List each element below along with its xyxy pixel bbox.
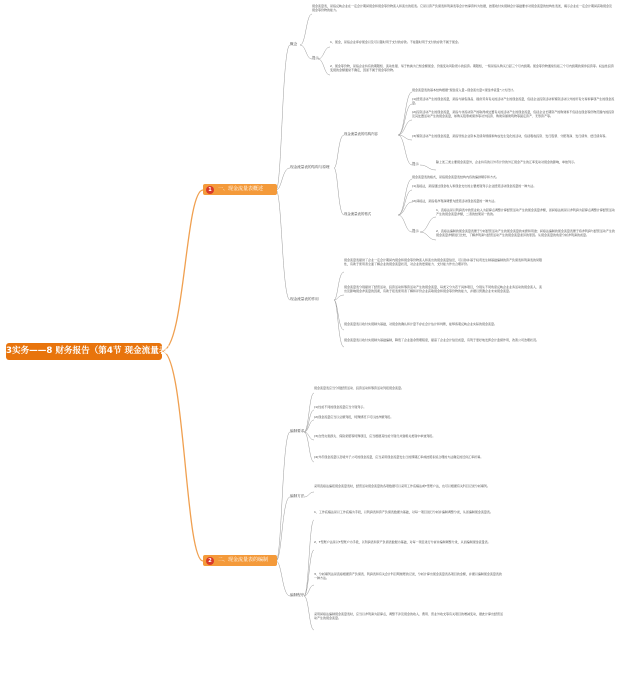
structure-investing: (2)投资活动产生的现金流量，是指与非流动资产的取得或处置有关的活动产生的现金流量，包括企业长期资产的购建和不包括在现金等价物范围内的投资及其处置活动产生的现金流量，如购买股票或债券等对外投资、购建房屋建筑物等固定资产、无形资产等。 xyxy=(412,110,615,119)
topic-method[interactable]: 编制方法 xyxy=(290,494,305,498)
purpose-2: 现金流量表分别提供了经营活动、投资活动和筹资活动产生的现金流量，每类又分为若干具体项目，分别从不同角度反映企业业务活动的现金流入、流出及影响现金净流量的因素，有助于报表使用者了解和评价企业获取现金和现金等价物的能力，并据以预测企业未来现金流量。 xyxy=(344,285,543,294)
concept-text: 现金流量表，是指反映企业在一定会计期间现金和现金等价物流入和流出的报表。它是以资产负债表和利润表等会计核算资料为依据，按照收付实现制会计基础要求对现金流量的结构性表述，揭示企业在一定会计期间获取现金及现金等价物的能力。 xyxy=(312,4,613,13)
structure-intro: 现金流量表的基本结构根据“现金流入量−现金流出量=现金净流量”公式设计。 xyxy=(412,88,517,92)
note-cash: 1、现金，是指企业库存现金以及可以随时用于支付的存款。不能随时用于支付的存款不属于现金。 xyxy=(330,40,461,44)
format-direct: (1)直接法，是指通过现金收入和现金支出的主要类别列示企业经营活动现金流量的一种方法。 xyxy=(412,184,537,188)
topic-concept[interactable]: 概念 xyxy=(290,42,298,46)
procedure-1: 1、工作底稿法是以工作底稿为手段，以利润表和资产负债表数据为基础，对每一项目进行分析并编制调整分录，从而编制现金流量表。 xyxy=(314,510,493,514)
topic-procedure[interactable]: 编制程序 xyxy=(290,593,305,597)
requirement-1: (1)性质不同的现金流量应当分别列示。 xyxy=(314,405,367,409)
branch-label: 一、现金流量表概述 xyxy=(218,186,264,192)
topic-format-note[interactable]: 提示 xyxy=(412,229,419,233)
procedure-4: 采用间接法编制现金流量表时，应当以净利润为起算点，调整不涉及现金的收入、费用、营业外收支等有关项目的增减变动，据此计算出经营活动产生的现金流量。 xyxy=(314,612,504,621)
requirement-intro: 现金流量表应当分别经营活动、投资活动和筹资活动列报现金流量。 xyxy=(314,386,405,390)
purpose-3: 现金流量表以收付实现制为基础，对现金的确认和计量不存在会计估计和判断，能够客观反映企业实际的现金流量。 xyxy=(344,322,498,326)
topic-note[interactable]: 提示 xyxy=(312,56,319,60)
topic-requirements[interactable]: 编制要求 xyxy=(290,429,305,433)
format-note-1: 1、直接法是以利润表中的营业收入为起算点调整计算经营活动产生的现金流量净额，而间接法则是以净利润为起算点调整计算经营活动产生的现金流量净额，二者的结果是一致的。 xyxy=(436,208,615,217)
number-badge: 2 xyxy=(206,557,214,565)
procedure-2: 2、T型账户法是以T型账户为手段，以利润表和资产负债表数据为基础，对每一项目进行分析并编制调整分录，从而编制现金流量表。 xyxy=(314,540,491,544)
requirement-4: (4)外币现金流量以及境外子公司的现金流量，应当采用现金流量发生日的即期汇率或按照系统合理的方法确定的近似汇率折算。 xyxy=(314,455,484,459)
topic-structure-content[interactable]: 现金流量表的结构内容 xyxy=(344,132,378,136)
procedure-3: 3、分析填列法是直接根据资产负债表、利润表和有关会计科目明细账的记录，分析计算出现金流量表各项目的金额，并据以编制现金流量表的一种方法。 xyxy=(314,572,502,581)
note-cash-equivalent: 2、现金等价物，是指企业持有的期限短、流动性强、易于转换为已知金额现金、价值变动风险很小的投资。期限短，一般是指从购买日起三个月内到期。现金等价物通常包括三个月内到期的债券投资等。权益性投资变现的金额通常不确定，因而不属于现金等价物。 xyxy=(330,64,614,73)
purpose-1: 现金流量表提供了企业一定会计期间内现金和现金等价物流入和流出的现金流量信息，可以弥补基于权责发生制基础编制的资产负债表和利润表的局限性，有助于使用者全面了解企业的现金流量状况，对企业的偿债能力、支付能力作出合理评价。 xyxy=(344,258,543,267)
branch-preparation[interactable] xyxy=(203,555,277,566)
method-intro: 采用直接法编报现金流量表时，经营活动现金流量的各项数据可以采用工作底稿法或T型账户法，也可以根据有关科目记录分析填列。 xyxy=(314,484,490,488)
structure-note: 除上述三类主要现金流量外，企业持有的以外币计价的外汇现金产生的汇率变动对现金的影响，单独列示。 xyxy=(436,160,578,164)
topic-structure-principle[interactable]: 现金流量表的结构与原理 xyxy=(290,165,330,169)
purpose-4: 现金流量表以收付实现制为基础编制，降低了企业盈余管理程度，提高了企业会计信息质量，有利于更好地发挥会计监督作用，改善公司治理状况。 xyxy=(344,338,540,342)
number-badge: 1 xyxy=(206,186,214,194)
structure-operating: (1)经营活动产生的现金流量，是指与销售商品、提供劳务有关的活动产生的现金流量，包括企业投资活动和筹资活动以外的所有交易和事项产生的现金流量。 xyxy=(412,97,615,106)
root-topic[interactable]: 3实务——8 财务报告（第4节 现金流量表） xyxy=(6,343,162,360)
format-note-2: 2、直接法编制的现金流量表便于分析经营活动产生的现金流量的来源和用途；间接法编制的现金流量表便于将净利润与经营活动产生的现金流量净额进行比较，了解净利润与经营活动产生的现金流量差异的原因。从现金流量的角度分析净利润的质量。 xyxy=(436,229,615,238)
topic-structure-note[interactable]: 提示 xyxy=(412,162,419,166)
requirement-2: (2)现金流量应当以总额列报，特殊情况下可以按净额列报。 xyxy=(314,415,394,419)
requirement-3: (3)自然灾害损失、保险索赔等特殊项目，应当根据其性质分别归并到相关类别中单独列报。 xyxy=(314,434,436,438)
format-intro: 现金流量表的格式，是指现金流量表结构内容的编排顺序和方式。 xyxy=(412,175,500,179)
branch-label: 二、现金流量表的编制 xyxy=(218,557,269,563)
structure-financing: (3)筹资活动产生的现金流量，是指导致企业资本及债务规模和构成发生变化的活动，包括吸收投资、发行股票、分配利润、发行债券、偿还债务等。 xyxy=(412,134,609,138)
topic-purpose[interactable]: 现金流量表的作用 xyxy=(290,297,319,301)
branch-overview[interactable] xyxy=(203,184,277,195)
topic-format[interactable]: 现金流量表的格式 xyxy=(344,212,372,216)
format-indirect: (2)间接法，是指将净利润调整为经营活动现金流量的一种方法。 xyxy=(412,199,498,203)
